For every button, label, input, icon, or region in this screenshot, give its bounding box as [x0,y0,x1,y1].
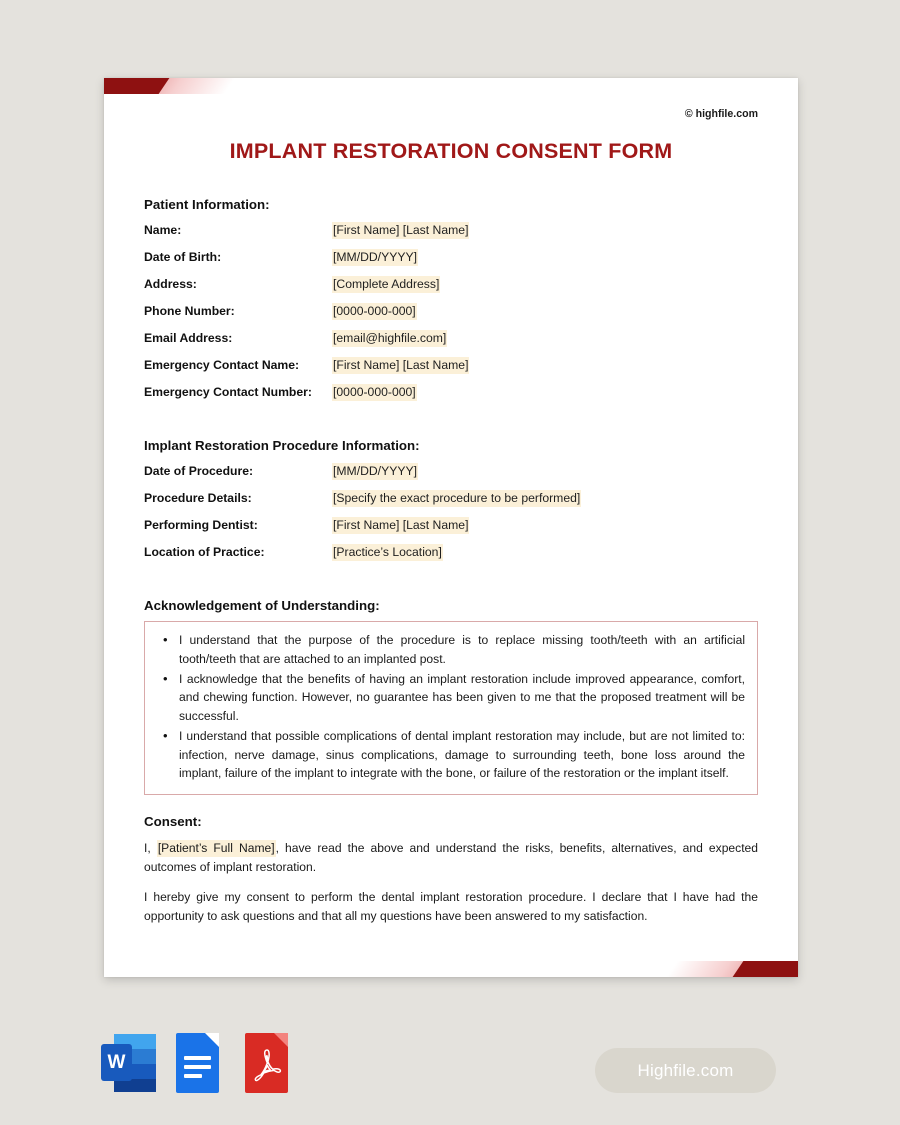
consent-paragraph-2: I hereby give my consent to perform the dental implant restoration procedure. I declare that I have had the opportunity to ask questions and that all my questions have been answered to my satisfaction. [144,890,758,924]
field-label: Emergency Contact Name: [144,357,300,372]
field-value-highlight: [0000-000-000] [333,384,416,399]
field-value [332,545,758,572]
field-label: Emergency Contact Number: [144,384,312,399]
google-docs-icon-text-line [184,1056,211,1060]
field-value-highlight: [MM/DD/YYYY] [333,464,417,479]
field-value-highlight: [MM/DD/YYYY] [333,249,417,264]
field-row [144,464,758,491]
pdf-icon-acrobat-mark [251,1048,283,1082]
field-value-highlight: [Practice’s Location] [333,545,442,560]
field-label: Address: [144,276,197,291]
field-row [144,385,758,412]
pdf-icon[interactable] [239,1032,294,1094]
format-icons-group [101,1032,294,1094]
highfile-brand-button[interactable] [595,1048,776,1093]
word-icon[interactable] [101,1032,156,1094]
corner-decoration-bar [733,961,798,977]
field-label: Date of Procedure: [144,464,254,479]
section-heading-patient-information: Patient Information: [144,196,270,212]
google-docs-icon-text-line [184,1074,202,1078]
field-value [332,331,758,358]
field-value [332,223,758,250]
document-content [104,78,798,938]
field-value-highlight: [0000-000-000] [333,303,416,318]
document-footer: © highfile.com [684,108,758,120]
field-value [332,385,758,412]
field-value-highlight: [Specify the exact procedure to be performed] [333,491,581,506]
section-heading-procedure-information: Implant Restoration Procedure Information: [144,438,420,454]
google-docs-icon-fold [205,1033,219,1047]
field-label: Date of Birth: [144,249,222,264]
procedure-information-fields [144,464,758,572]
field-row [144,358,758,385]
field-value-highlight: [First Name] [Last Name] [333,357,469,372]
google-docs-icon-text-line [184,1065,211,1069]
field-label: Name: [144,222,182,237]
list-item: • I understand that the purpose of the procedure is to replace missing tooth/teeth with an artificial tooth/teeth that are attached to an implanted post. [179,631,745,668]
field-row [144,250,758,277]
field-value [332,250,758,277]
acknowledgement-list [157,631,745,783]
field-row [144,518,758,545]
field-row [144,277,758,304]
consent-name-placeholder: [Patient’s Full Name] [157,841,275,856]
field-value [332,277,758,304]
document-sheet [104,78,798,977]
field-value-highlight: [Complete Address] [333,276,440,291]
bottom-bar [0,1010,900,1125]
section-heading-acknowledgement: Acknowledgement of Understanding: [144,598,380,614]
field-label: Procedure Details: [144,491,252,506]
field-row [144,223,758,250]
list-item: • I understand that possible complications of dental implant restoration may include, but are not limited to: infection, nerve damage, sinus complications, damage to surrounding teeth, bone loss around the implant, failure of the implant to integrate with the bone, or failure of the restoration or the implant itself. [179,727,745,783]
patient-information-fields [144,223,758,412]
consent-suffix: , have read the above and understand the risks, benefits, alternatives, and expected outcomes of implant restoration. [144,841,758,874]
highfile-brand-button-label: Highfile.com [637,1060,734,1080]
field-value-highlight: [First Name] [Last Name] [333,222,469,237]
field-label: Phone Number: [144,303,235,318]
field-value [332,491,758,518]
list-item: • I acknowledge that the benefits of having an implant restoration include improved appearance, comfort, and chewing function. However, no guarantee has been given to me that the proposed treatment will be successful. [179,670,745,726]
acknowledgement-box [144,621,758,795]
google-docs-icon[interactable] [170,1032,225,1094]
field-value [332,358,758,385]
page-title: IMPLANT RESTORATION CONSENT FORM [229,139,673,163]
section-heading-consent: Consent: [144,814,202,830]
corner-decoration-fade [667,961,764,977]
field-value [332,464,758,491]
word-icon-letter: W [101,1044,132,1081]
field-row [144,331,758,358]
field-value [332,518,758,545]
field-value-highlight: [First Name] [Last Name] [333,518,469,533]
pdf-icon-fold [274,1033,288,1047]
field-value-highlight: [email@highfile.com] [333,330,447,345]
field-label: Email Address: [144,330,233,345]
field-label: Performing Dentist: [144,518,258,533]
field-label: Location of Practice: [144,545,265,560]
consent-paragraph-1 [144,839,758,876]
field-row [144,491,758,518]
consent-prefix: I, [144,841,157,856]
field-value [332,304,758,331]
corner-decoration-bottom-right [648,961,798,977]
field-row [144,545,758,572]
field-row [144,304,758,331]
